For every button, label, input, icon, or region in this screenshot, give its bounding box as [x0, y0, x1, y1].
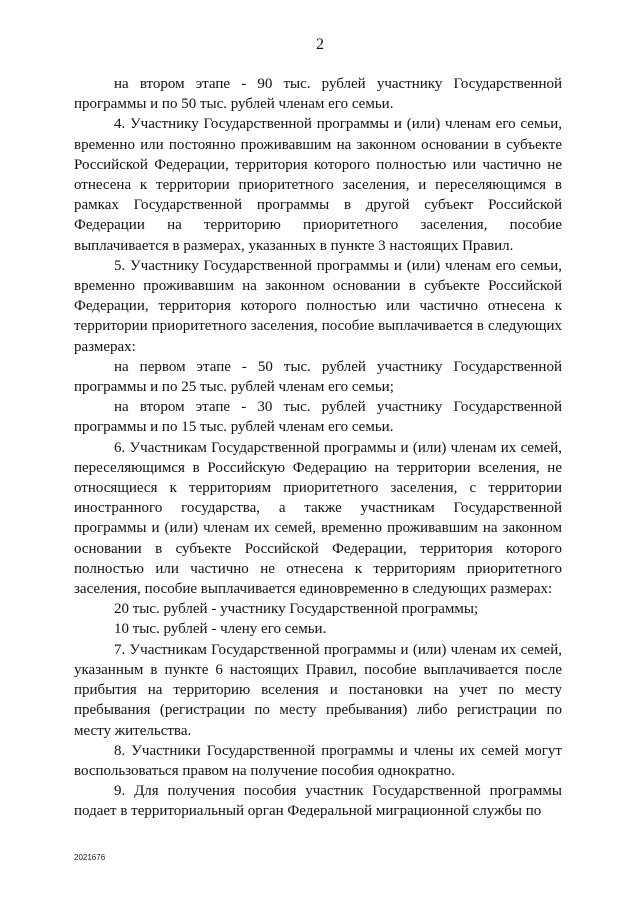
paragraph-item-6-participant-amount: 20 тыс. рублей - участнику Государственной программы; — [114, 601, 479, 618]
paragraph-item-6: 6. Участникам Государственной программы и (или) членам их семей, переселяющимся в Российскую Федерацию на территории вселения, не относящиеся к территориям приоритетного заселения, с территории иностранного государства, а также участникам Государственной программы и (или) членам их семей, временно проживавшим на законном основании в субъекте Российской Федерации, территория которого полностью или частично не отнесена к территориям приоритетного заселения, пособие выплачивается единовременно в следующих размерах: — [74, 439, 562, 598]
paragraph-stage-two-continuation: на втором этапе - 90 тыс. рублей участнику Государственной программы и по 50 тыс. рублей членам его семьи. — [74, 76, 562, 113]
paragraph-item-7: 7. Участникам Государственной программы и (или) членам их семей, указанным в пункте 6 настоящих Правил, пособие выплачивается после прибытия на территорию вселения и постановки на учет по месту пребывания (регистрации по месту пребывания) либо регистрации по месту жительства. — [74, 641, 562, 739]
paragraph-item-5-stage-two: на втором этапе - 30 тыс. рублей участнику Государственной программы и по 15 тыс. рублей членам его семьи. — [74, 399, 562, 436]
paragraph-item-5: 5. Участнику Государственной программы и (или) членам его семьи, временно проживавшим на законном основании в субъекте Российской Федерации, территория которого полностью или частично отнесена к территории приоритетного заселения, пособие выплачивается в следующих размерах: — [74, 257, 562, 355]
document-code: 2021676 — [74, 853, 106, 862]
paragraph-item-5-stage-one: на первом этапе - 50 тыс. рублей участнику Государственной программы и по 25 тыс. рублей членам его семьи; — [74, 358, 562, 396]
paragraph-item-9: 9. Для получения пособия участник Государственной программы подает в территориальный орган Федеральной миграционной службы по — [74, 783, 562, 820]
document-body — [74, 74, 562, 822]
paragraph-item-4: 4. Участнику Государственной программы и (или) членам его семьи, временно или постоянно проживавшим на законном основании в субъекте Российской Федерации, территория которого полностью или частично не отнесена к территории приоритетного заселения, и переселяющимся в рамках Государственной программы в другой субъект Российской Федерации на территорию приоритетного заселения, пособие выплачивается в размерах, указанных в пункте 3 настоящих Правил. — [74, 116, 562, 254]
page-number: 2 — [316, 36, 324, 53]
paragraph-item-8: 8. Участники Государственной программы и члены их семей могут воспользоваться правом на получение пособия однократно. — [74, 742, 562, 779]
paragraph-item-6-family-amount: 10 тыс. рублей - члену его семьи. — [114, 621, 327, 638]
